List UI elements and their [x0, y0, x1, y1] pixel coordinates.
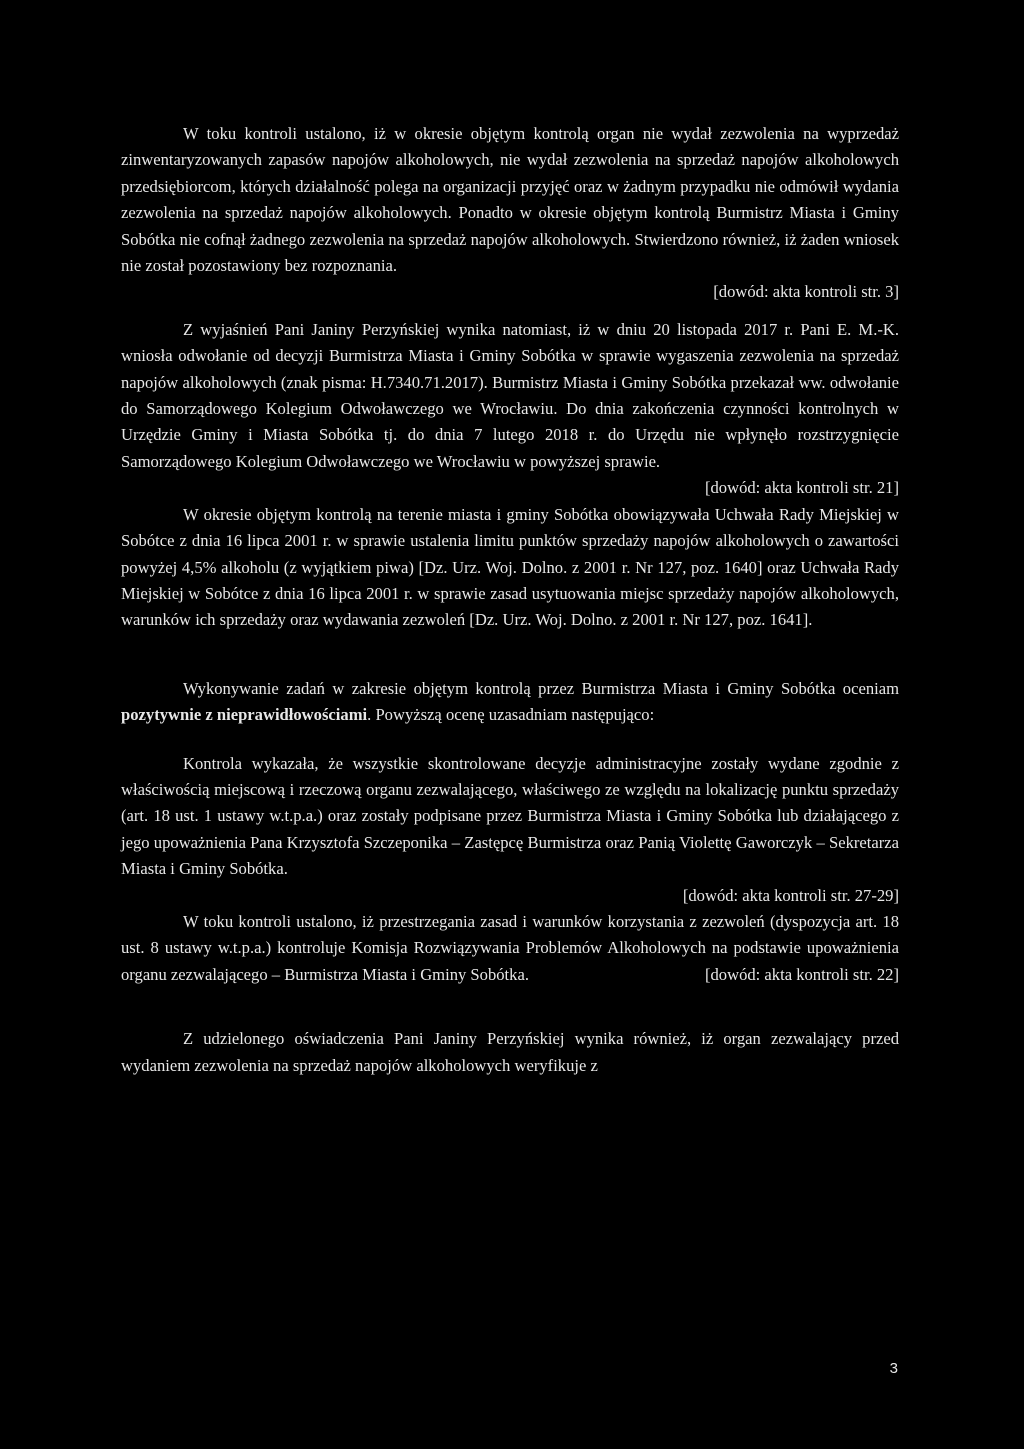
evidence-reference-2: [dowód: akta kontroli str. 21]: [704, 478, 899, 498]
evidence-reference-1: [dowód: akta kontroli str. 3]: [713, 282, 899, 302]
evidence-reference-3: [dowód: akta kontroli str. 27-29]: [682, 885, 899, 905]
spacer: [121, 306, 899, 317]
spacer: [121, 729, 899, 751]
assessment-text-start: Wykonywanie zadań w zakresie objętym kontrolą przez Burmistrza Miasta i Gminy Sobótka oceniam: [183, 678, 899, 698]
paragraph-1: W toku kontroli ustalono, iż w okresie objętym kontrolą organ nie wydał zezwolenia na wyprzedaż zinwentaryzowanych zapasów napojów alkoholowych, nie wydał zezwolenia na sprzedaż napojów alkoholowych przedsiębiorcom, których działalność polega na organizacji przyjęć oraz w żadnym przypadku nie odmówił wydania zezwolenia na sprzedaż napojów alkoholowych. Ponadto w okresie objętym kontrolą Burmistrz Miasta i Gminy Sobótka nie cofnął żadnego zezwolenia na sprzedaż napojów alkoholowych. Stwierdzono również, iż żaden wniosek nie został pozostawiony bez rozpoznania.: [121, 124, 899, 276]
page-number: 3: [889, 1360, 898, 1377]
evidence-reference-4: [dowód: akta kontroli str. 22]: [704, 964, 899, 984]
assessment-verdict: pozytywnie z nieprawidłowościami: [121, 705, 368, 725]
paragraph-3: W okresie objętym kontrolą na terenie miasta i gminy Sobótka obowiązywała Uchwała Rady Miejskiej w Sobótce z dnia 16 lipca 2001 r. w sprawie ustalenia limitu punktów sprzedaży napojów alkoholowych o zawartości powyżej 4,5% alkoholu (z wyjątkiem piwa) [Dz. Urz. Woj. Dolno. z 2001 r. Nr 127, poz. 1640] oraz Uchwała Rady Miejskiej w Sobótce z dnia 16 lipca 2001 r. w sprawie zasad usytuowania miejsc sprzedaży napojów alkoholowych, warunków ich sprzedaży oraz wydawania zezwoleń [Dz. Urz. Woj. Dolno. z 2001 r. Nr 127, poz. 1641].: [121, 504, 899, 630]
paragraph-7: Z udzielonego oświadczenia Pani Janiny Perzyńskiej wynika również, iż organ zezwalający przed wydaniem zezwolenia na sprzedaż napojów alkoholowych weryfikuje z: [121, 1029, 899, 1075]
paragraph-5: Kontrola wykazała, że wszystkie skontrolowane decyzje administracyjne zostały wydane zgodnie z właściwością miejscową i rzeczową organu zezwalającego, właściwego ze względu na lokalizację punktu sprzedaży (art. 18 ust. 1 ustawy w.t.p.a.) oraz zostały podpisane przez Burmistrza Miasta i Gminy Sobótka lub działającego z jego upoważnienia Pana Krzysztofa Szczeponika – Zastępcę Burmistrza oraz Panią Violettę Gaworczyk – Sekretarza Miasta i Gminy Sobótka.: [121, 753, 899, 879]
assessment-text-end: . Powyższą ocenę uzasadniam następująco:: [367, 705, 655, 725]
spacer: [121, 988, 899, 1026]
document-page: [121, 121, 899, 1079]
paragraph-6: [121, 909, 899, 988]
paragraph-6-text: W toku kontroli ustalono, iż przestrzegania zasad i warunków korzystania z zezwoleń (dyspozycja art. 18 ust. 8 ustawy w.t.p.a.) kontroluje Komisja Rozwiązywania Problemów Alkoholowych na podstawie upoważnienia organu zezwalającego – Burmistrza Miasta i Gminy Sobótka.: [121, 911, 899, 984]
paragraph-2: Z wyjaśnień Pani Janiny Perzyńskiej wynika natomiast, iż w dniu 20 listopada 2017 r. Pani E. M.-K. wniosła odwołanie od decyzji Burmistrza Miasta i Gminy Sobótka w sprawie wygaszenia zezwolenia na sprzedaż napojów alkoholowych (znak pisma: H.7340.71.2017). Burmistrz Miasta i Gminy Sobótka przekazał ww. odwołanie do Samorządowego Kolegium Odwoławczego we Wrocławiu. Do dnia zakończenia czynności kontrolnych w Urzędzie Gminy i Miasta Sobótka tj. do dnia 7 lutego 2018 r. do Urzędu nie wpłynęło rozstrzygnięcie Samorządowego Kolegium Odwoławczego we Wrocławiu w powyższej sprawie.: [121, 319, 899, 471]
spacer: [121, 634, 899, 676]
paragraph-4-assessment: [121, 676, 899, 729]
